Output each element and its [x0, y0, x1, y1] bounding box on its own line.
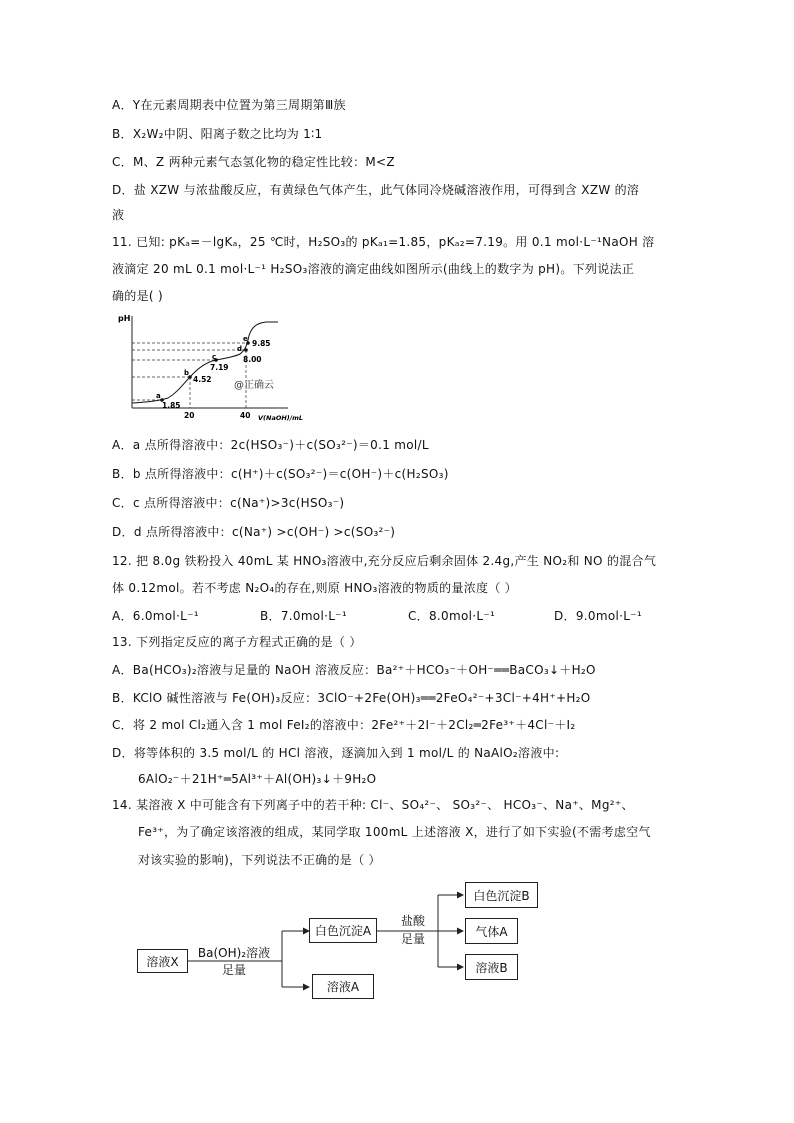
y-axis-label: pH [118, 314, 131, 323]
reagent1-top: Ba(OH)₂溶液 [197, 946, 271, 960]
point-d-label: d [237, 345, 243, 353]
point-b-ph: 4.52 [193, 375, 212, 384]
q14-stem-line1: 14. 某溶液 X 中可能含有下列离子中的若干种: Cl⁻、SO₄²⁻、 SO₃²⁻、 HCO₃⁻、Na⁺、Mg²⁺、 [112, 798, 634, 812]
box-precipitate-a: 白色沉淀A [309, 918, 377, 943]
point-d-ph: 8.00 [243, 355, 262, 364]
point-d [244, 348, 248, 352]
q14-stem-line3: 对该实验的影响)，下列说法不正确的是（ ） [138, 853, 381, 867]
q11-option-c: C．c 点所得溶液中：c(Na⁺)>3c(HSO₃⁻) [112, 496, 345, 510]
box-solution-b: 溶液B [465, 954, 518, 980]
point-c-ph: 7.19 [210, 363, 229, 372]
q14-stem-line2: Fe³⁺，为了确定该溶液的组成，某同学取 100mL 上述溶液 X，进行了如下实验(不需考虑空气 [138, 825, 651, 839]
reagent2-bottom: 足量 [400, 932, 425, 946]
reagent2-top: 盐酸 [400, 914, 425, 928]
titration-chart [118, 310, 318, 422]
q10-option-d-cont: 液 [112, 208, 125, 222]
q10-option-d: D．盐 XZW 与浓盐酸反应，有黄绿色气体产生，此气体同冷烧碱溶液作用，可得到含 XZW 的溶 [112, 183, 640, 197]
q11-option-b: B．b 点所得溶液中：c(H⁺)＋c(SO₃²⁻)＝c(OH⁻)＋c(H₂SO₃) [112, 467, 449, 481]
point-e-label: e [243, 335, 248, 343]
q12-option-c: C．8.0mol·L⁻¹ [408, 609, 496, 623]
q12-option-a: A．6.0mol·L⁻¹ [112, 609, 199, 623]
q12-stem-line2: 体 0.12mol。若不考虑 N₂O₄的存在,则原 HNO₃溶液的物质的量浓度（ ） [112, 581, 518, 595]
q12-option-b: B．7.0mol·L⁻¹ [260, 609, 347, 623]
q13-option-b: B．KClO 碱性溶液与 Fe(OH)₃反应：3ClO⁻+2Fe(OH)₃══2FeO₄²⁻+3Cl⁻+4H⁺+H₂O [112, 691, 591, 705]
q10-option-b: B．X₂W₂中阴、阳离子数之比均为 1∶1 [112, 127, 323, 141]
box-solution-x: 溶液X [137, 949, 188, 973]
watermark: @正确云 [234, 380, 274, 391]
q10-option-c: C．M、Z 两种元素气态氢化物的稳定性比较：M<Z [112, 155, 395, 169]
q13-option-a: A．Ba(HCO₃)₂溶液与足量的 NaOH 溶液反应：Ba²⁺＋HCO₃⁻＋OH⁻══BaCO₃↓＋H₂O [112, 663, 596, 677]
q11-stem-line1: 11. 已知: pKₐ=－lgKₐ，25 ℃时，H₂SO₃的 pKₐ₁=1.85，pKₐ₂=7.19。用 0.1 mol·L⁻¹NaOH 溶 [112, 235, 655, 249]
q10-option-a: A．Y在元素周期表中位置为第三周期第Ⅲ族 [112, 98, 346, 112]
x-axis-label: V(NaOH)/mL [258, 414, 304, 422]
q11-stem-line2: 液滴定 20 mL 0.1 mol·L⁻¹ H₂SO₃溶液的滴定曲线如图所示(曲线上的数字为 pH)。下列说法正 [112, 262, 635, 276]
box-precipitate-b: 白色沉淀B [465, 882, 538, 908]
q12-options [112, 608, 642, 624]
x-tick-20: 20 [184, 411, 195, 420]
q13-option-d: D．将等体积的 3.5 mol/L 的 HCl 溶液，逐滴加入到 1 mol/L 的 NaAlO₂溶液中: [112, 746, 560, 760]
point-a-label: a [156, 392, 161, 400]
point-c-label: c [212, 353, 217, 361]
box-gas-a: 气体A [465, 918, 518, 944]
reagent1-bottom: 足量 [221, 963, 246, 977]
q13-option-d-cont: 6AlO₂⁻＋21H⁺═5Al³⁺＋Al(OH)₃↓＋9H₂O [138, 772, 377, 786]
q11-option-a: A．a 点所得溶液中：2c(HSO₃⁻)＋c(SO₃²⁻)＝0.1 mol/L [112, 438, 429, 452]
box-solution-a: 溶液A [312, 974, 374, 999]
q11-stem-line3: 确的是( ) [112, 289, 163, 303]
point-a-ph: 1.85 [162, 401, 181, 410]
q13-option-c: C．将 2 mol Cl₂通入含 1 mol FeI₂的溶液中：2Fe²⁺＋2I⁻＋2Cl₂═2Fe³⁺＋4Cl⁻＋I₂ [112, 718, 576, 732]
q11-option-d: D．d 点所得溶液中：c(Na⁺) >c(OH⁻) >c(SO₃²⁻) [112, 525, 396, 539]
q13-stem: 13. 下列指定反应的离子方程式正确的是（ ） [112, 635, 362, 649]
x-tick-40: 40 [240, 411, 251, 420]
q12-stem-line1: 12. 把 8.0g 铁粉投入 40mL 某 HNO₃溶液中,充分反应后剩余固体 2.4g,产生 NO₂和 NO 的混合气 [112, 554, 657, 568]
point-e-ph: 9.85 [252, 339, 271, 348]
point-b-label: b [184, 369, 190, 377]
q12-option-d: D．9.0mol·L⁻¹ [554, 609, 642, 623]
